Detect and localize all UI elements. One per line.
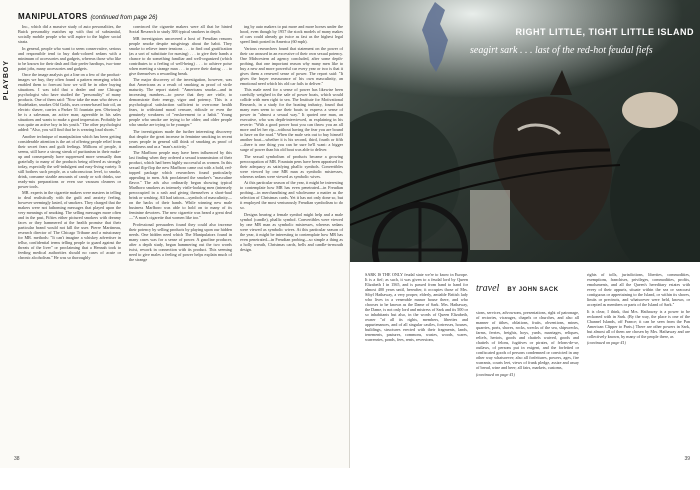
paragraph: This male need for a sense of power has likewise been carefully weighed in the sale of power boats, which would collide with men right to sea. The Institute for Motivational Research, in a study for the boating industry, found that many men seem to use their boats to express a sense of power in "almost a sexual way." It quoted one man, an executive, who was depth-interviewed, as explaining in his reverie: "With a good power boat you can throw you an all more and let her rip—without having the fear you are bound to have on the road." When the male sets out to buy himself another boat—whether it is his second, third, fourth or fifth—there is one thing you can be sure he'll want: a bigger surge of power than his old boat was able to deliver. [240,87,343,152]
paragraph: The major discovery of the investigation, however, was that Americans as a result of smoking as proof of virile maturity. The report stated: "Americans smoke—and in increasing numbers—to prove that they are virile, to demonstrate their energy, vigor and potency. This is a psychological satisfaction sufficient to overcome health fears, to withstand moral censure, ridicule or even the genuinely weakness of "enslavement to a habit." Young people who smoke are trying to be older; and older people who smoke are trying to be younger." [129,77,232,127]
article-column-1 [18,24,121,446]
paragraph: It is clear, I think, that Mrs. Hathaway is a power to be reckoned with in Sark. (By the way, the place is one of the Channel Islands, off France; it can be seen from the Pan American Clipper to Paris.) There are other powers in Sark, but almost all of them are chosen by Mrs. Hathaway and are collectively known, by many of the people there, as [587,308,690,339]
paragraph: SARK IS THE ONLY feudal state we're to know in Europe. It is a fief; as such, it was given to a feudal lord by Queen Elizabeth I in 1565, and is passed from hand to hand for almost 400 years until, hereafter, it occupies those of Mrs. Sibyl Hathaway, a very proper, elderly, amiable British lady who lives in a venerable manor house there, and who chooses to be known as the Dame of Sark. Mrs. Hathaway, the Dame, is not only lord and mistress of Sark and its 500 or so inhabitants but also, in the words of Queen Elizabeth, owner "of all its rights, members, liberties and appurtenances, and of all singular castles, fortresses, houses, buildings, structures erected with their fragments, lands, tenements, pastures, commons, wastes, woods, wares, warrenries, ponds, fees, rents, reversions, [365,272,468,342]
paragraph: The Marlboro people may have been influenced by this last finding when they ordered a sexual transmission of their product, which had been highly successful as women. In this sexual flip-flop the new Marlboro came out with a bold, red-topped package which researchers found particularly appealing to men. Ads proclaimed the smoker's "masculine flavor." The ads also ordinarily began showing typical Marlboro smokers as intensely virile-looking men (intensely preoccupied in a rash and giving themselves a short-haul brink or washing. All had tattoos—symbols of masculinity—on the backs of their hands. While winning new male business Marlboro was able to hold on to many of its feminine devotees. The new cigarette was heard a great deal—"A man's cigarette that women like too." [129,150,232,220]
section-continued: (continued from page 26) [90,15,158,21]
paragraph: MR. experts in the cigarette makers were masters in telling to deal realistically with the guilt and anxiety feeling, however seemingly lasted, of smokers. They charged that the makers were not fathoming messages that played upon the very meanings of smoking. The selling messages more often and in the past, Fifties either pictured smokers with dreamy faces or they hammered at the health promise that their particular brand would not kill the user. Pierre Martineau, research director of The Chicago Tribune and a missionary for MR. methods: "It can't imagine a whiskey advertiser in tellur, confidential terms telling people to guard against the threats of the liver" or proclaiming that a Hennah took to feeding medical authorities should no cases of acute or chronic alcoholism." He was so thoroughly [18,190,121,260]
article-column-2 [129,24,232,446]
continued-note: (continued on page 41) [476,371,515,377]
paragraph: Once the image analysts got a line on a few of the product-images we buy, they often found a pattern emerging which enabled them to forecast how we will be in other buying situations. I was told that a dealer and one Chicago psychologist who have studied the "personality" of many products. One of them said: "Now take the man who drives a Studebaker, smokes Old Golds, uses cream-based hair oil, an electric shaver, carries a Parker 51 fountain pen. Obviously he is a salesman, an active man; agreeable in his sales situations and wants to make a good impression. Probably he was quite an active boy in his youth." The other psychologist added: "Also, you will find that he is wearing loud shorts." [18,72,121,132]
travel-column-1 [365,272,468,452]
article-headline: RIGHT LITTLE, TIGHT LITTLE ISLAND [515,27,694,37]
byline-travel: travel [476,283,500,294]
vertical-magazine-label: PLAYBOY [3,60,10,101]
paragraph: ing by auto makers to put more and more horses under the hood, even though by 1957 the stock models of many makes of cars could already go twice as fast as the highest legal speed limit posted in America (60 mph). [240,24,343,44]
left-page [0,0,350,468]
paragraph: rights of tolls, jurisdictions, liberties, commodities, exemptions, franchises, privileges, commodities, profits, emoluments, and all the Queen's hereditary estates with every of their appurts, situate within the sea or seacoast contiguous or appertaining to the Island, or within its shores, limits or precincts, and whatsoever were held, known, or accepted as members or parts of the Island of Sark." [587,272,690,307]
right-page [350,0,700,468]
paragraph: In general, people who want to seem conservative, serious and responsible tend to buy dark-colored sedans with a minimum of accessories and gadgets, whereas those who like to be known for their dash and flair prefer hardtops, two-tone paint jobs, many accessories and gadgets. [18,45,121,71]
page-number: 38 [14,456,20,462]
photo-illustration [350,0,700,262]
paragraph: Another technique of manipulation which has been getting considerable attention is the art of offering people relief from their secret fears and guilt feelings. Millions of people, it seems, still have a strong streak of puritanism in their make-up and consequently have suppressed more sensually than gratefully to many of the products being offered as strongly today, especially the self-indulgent and easy-living variety. It still bothers such people, as a subconscious level, to smoke, drink, consume sizable amounts of candy or soft drinks, use ready-mix preparations or even use vacuum cleaners or power tools. [18,133,121,189]
byline [476,278,579,296]
paragraph: Inc., which did a massive study of auto personalities, the Buick personality matches up with that of substantial, socially mobile people who will aspire to the higher social strata. [18,24,121,44]
paragraph: MR investigators uncovered a host of Freudian reasons people smoke despite misgivings about the habit. They smoke to relieve inner tensions . . . to find oral gratification (as a sort of substitute for nursing) . . . to give their hands a chance to do something familiar and well-organized (which contributes to a feeling of well-being) . . . to achieve poise when meeting a strange man . . . to prove their daring . . . to give themselves a rewarding break. [129,35,232,76]
page-number-right: 39 [684,456,690,462]
travel-column-2 [476,310,579,490]
carriage-photo [350,0,700,262]
travel-column-3 [587,272,690,452]
byline-author: BY JOHN SACK [507,287,559,293]
continued-note: (continued on page 41) [587,340,626,345]
paragraph: sions, services, advowsons, presentations, right of patronage, of rectories, vicarages, chapels or churches, and also all manner of tithes, oblations, fruits, obventions, mines, quarries, ports, shores, rocks, wrecks of the sea, shipwrecks, farms, ferries, freights, hoys, yards, marriages, reliques, reliefs, heriots, goods and chattels waived, goods and chattels of felons, fugitives or pirates, of felons-de-se, outlaws, of persons put in exigent, and the forfeited or confiscated goods of persons condemned or convicted in any other way whatsoever; also all forfeitures, powers, ages, fire warrants, courts leet, views of frank pledge, assize and assay of bread, wine and beer; all fairs, markets, customs, [476,310,579,370]
article-column-3 [240,24,343,446]
paragraph: The sexual symbolism of products became a growing preoccupation of MR. Fountain pens have been appraised for their adequacy as satisfying phallic symbols. Convertibles were viewed by one MR man as symbolic mistresses, whereas sedans were viewed as symbolic wives. [240,153,343,179]
section-title: MANIPULATORS (continued from page 26) [18,12,158,21]
paragraph: Various researchers found that statement on the power of their car aroused in an excessive of their own sexual potency. One Midwestern ad agency concluded, after some depth-probing, that one important reason why many men like to buy a new and more powerful car every year or two is that it gives them a renewed sense of power. The report said: "It gives the buyer reassurance of his own masculinity, an emotional need which his old car fails to deliver." [240,45,343,86]
paragraph: convinced the cigarette makers were all that he hinted Social Research to study 388 typical smokers in depth. [129,24,232,34]
article-subhead: seagirt sark . . . last of the red-hot feudal fiefs [470,45,653,56]
paragraph: The investigators made the further interesting discovery that despite the great increase in feminine smoking in recent years people in general still think of smoking as proof of manliness and as a "man's activity." [129,128,232,149]
paragraph: Professional persuaders found they could also increase their potency by selling products by playing upon our hidden needs. One hidden need which The Manipulators found in many cases was for a sense of power. A gasoline producer, after a depth study, began hammering out the two words twist, rework in connection with its product. This seeming need to give males a feeling of power helps explain much of the strange [129,221,232,262]
paragraph: Designs bearing a female symbol might help and a male symbol (candle), phallic symbol. Convertibles were viewed by one MR man as symbolic mistresses, whereas sedans were viewed as symbolic wives. At this particular season of the year, it might be interesting to contemplate how MR has even penetrated—in Freudian probing—so simple a thing as a holly wreath, Christmas cards, bells and candle-in-mouth design. [240,211,343,252]
paragraph: At this particular season of the year, it might be interesting to contemplate how MR has even penetrated—in Freudian probing—in merchandising and wholesome a matter as the selection of Christmas cards. Yet it has not only done so, but it employed the most venturously Freudian symbolism to do so. [240,180,343,210]
article-text-area [350,262,700,468]
